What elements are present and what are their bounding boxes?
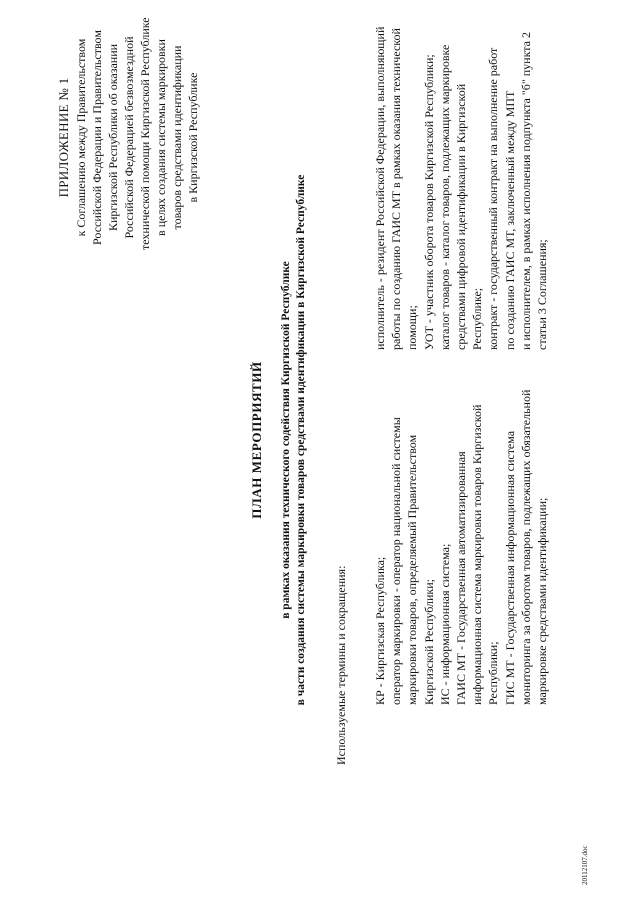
term-line: ГИС МТ - Государственная информационная система bbox=[502, 430, 517, 705]
terms-left-column bbox=[372, 390, 550, 705]
appendix-line: Российской Федерации и Правительством bbox=[90, 30, 104, 245]
appendix-line: Российской Федерацией безвозмездной bbox=[122, 36, 136, 239]
term-line: КР - Киргизская Республика; bbox=[373, 556, 387, 705]
term-line: Республики; bbox=[486, 641, 501, 705]
term-line: Киргизской Республики; bbox=[421, 578, 436, 705]
plan-subtitle-line: в части создания системы маркировки товаров средствами идентификации в Киргизской Республике bbox=[295, 174, 307, 706]
terms-intro: Используемые термины и сокращения: bbox=[334, 565, 348, 765]
term-line: помощи; bbox=[405, 305, 420, 350]
term-line: и исполнителем, в рамках исполнения подпункта "б" пункта 2 bbox=[518, 32, 533, 350]
term-line: оператор маркировки - оператор национальной системы bbox=[389, 417, 404, 705]
term-line: исполнитель - резидент Российской Федерации, выполняющий bbox=[373, 26, 387, 350]
appendix-title: ПРИЛОЖЕНИЕ № 1 bbox=[56, 77, 71, 198]
appendix-block bbox=[55, 17, 201, 250]
term-line: мониторинга за оборотом товаров, подлежащих обязательной bbox=[518, 389, 533, 705]
term-line: статьи 3 Соглашения; bbox=[535, 239, 550, 350]
appendix-line: Киргизской Республики об оказании bbox=[106, 43, 120, 232]
term-line: маркировке средствами идентификации; bbox=[535, 497, 550, 705]
plan-title: ПЛАН МЕРОПРИЯТИЙ bbox=[249, 361, 264, 519]
document-code: 20112107.doc bbox=[581, 845, 589, 885]
appendix-line: технической помощи Киргизской Республике bbox=[138, 17, 152, 250]
term-line: информационная система маркировки товаров Киргизской bbox=[470, 404, 485, 705]
appendix-line: к Соглашению между Правительством bbox=[74, 38, 88, 237]
appendix-line: в целях создания системы маркировки bbox=[154, 39, 168, 236]
term-line: маркировки товаров, определяемый Правительством bbox=[405, 434, 420, 705]
term-line: ИС - информационная система; bbox=[437, 543, 452, 705]
term-line: УОТ - участник оборота товаров Киргизской Республики; bbox=[421, 54, 436, 350]
term-line: Республике; bbox=[470, 287, 485, 350]
term-line: контракт - государственный контракт на выполнение работ bbox=[486, 47, 501, 350]
appendix-line: в Киргизской Республике bbox=[186, 72, 200, 203]
appendix-line: товаров средствами идентификации bbox=[170, 45, 184, 230]
term-line: каталог товаров - каталог товаров, подлежащих маркировке bbox=[437, 44, 452, 350]
term-line: средствами цифровой идентификации в Киргизской bbox=[454, 83, 469, 350]
plan-subtitle-line: в рамках оказания технического содействия Киргизской Республике bbox=[280, 261, 292, 619]
term-line: работы по созданию ГАИС МТ в рамках оказания технической bbox=[389, 28, 404, 350]
term-line: ГАИС МТ - Государственная автоматизированная bbox=[454, 451, 469, 705]
terms-right-column bbox=[372, 27, 550, 350]
plan-heading bbox=[248, 95, 309, 785]
term-line: по созданию ГАИС МТ, заключенный между МПТ bbox=[502, 90, 517, 350]
